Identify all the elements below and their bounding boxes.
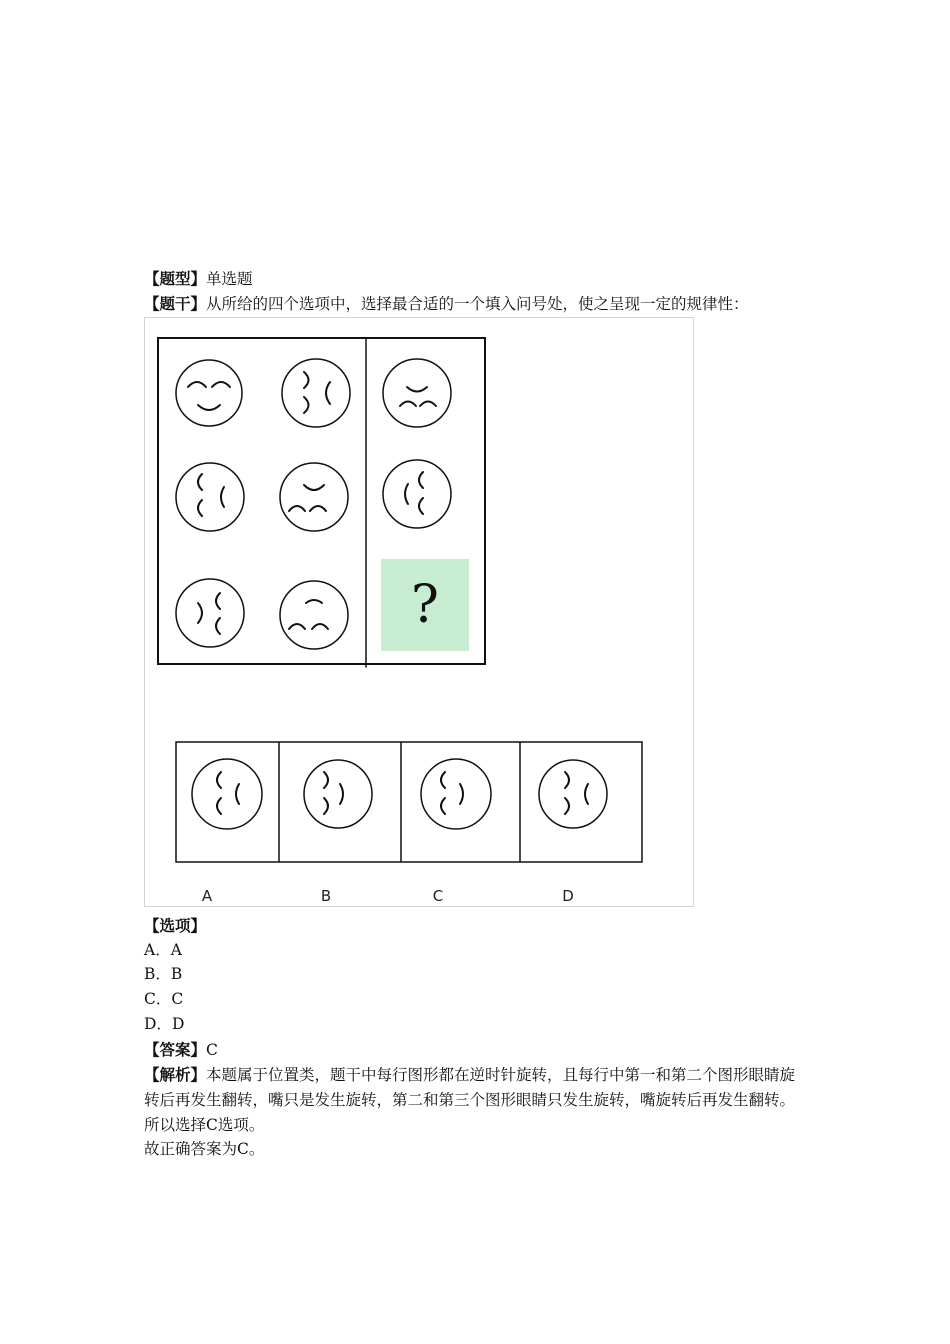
analysis-tag: 【解析】	[144, 1065, 207, 1084]
answer-line	[144, 1037, 218, 1063]
question-type-line	[144, 266, 253, 292]
conclusion: 故正确答案为C。	[144, 1140, 265, 1158]
option-a-letter: A．	[144, 941, 171, 959]
option-a-text: A	[170, 941, 182, 959]
option-d[interactable]	[144, 1012, 184, 1037]
options-tag: 【选项】	[144, 916, 207, 935]
option-label-c: C	[432, 887, 444, 905]
option-label-a: A	[201, 887, 213, 905]
answer-tag: 【答案】	[144, 1040, 207, 1059]
option-c[interactable]	[144, 987, 183, 1012]
question-stem-tag: 【题干】	[144, 294, 207, 313]
option-b[interactable]	[144, 962, 182, 987]
option-c-letter: C．	[144, 990, 172, 1008]
analysis-text: 本题属于位置类，题干中每行图形都在逆时针旋转，且每行中第一和第二个图形眼睛旋转后再发生翻转，嘴只是发生旋转，第二和第三个图形眼睛只发生旋转，嘴旋转后再发生翻转。所以选择C选项。	[144, 1066, 796, 1134]
question-stem-line	[144, 291, 749, 317]
option-b-text: B	[170, 965, 183, 983]
option-b-letter: B．	[144, 965, 171, 983]
option-a[interactable]	[144, 938, 182, 963]
question-mark: ?	[411, 575, 439, 635]
option-d-text: D	[171, 1015, 185, 1033]
option-d-letter: D．	[144, 1015, 172, 1033]
question-stem-text: 从所给的四个选项中，选择最合适的一个填入问号处，使之呈现一定的规律性：	[206, 295, 749, 313]
puzzle-figure	[144, 317, 694, 907]
answer-value: C	[206, 1041, 218, 1059]
question-type-value: 单选题	[206, 270, 253, 288]
option-c-text: C	[171, 990, 184, 1008]
question-type-tag: 【题型】	[144, 269, 207, 288]
option-label-b: B	[320, 887, 332, 905]
analysis-paragraph	[144, 1062, 809, 1138]
option-label-d: D	[562, 887, 574, 905]
